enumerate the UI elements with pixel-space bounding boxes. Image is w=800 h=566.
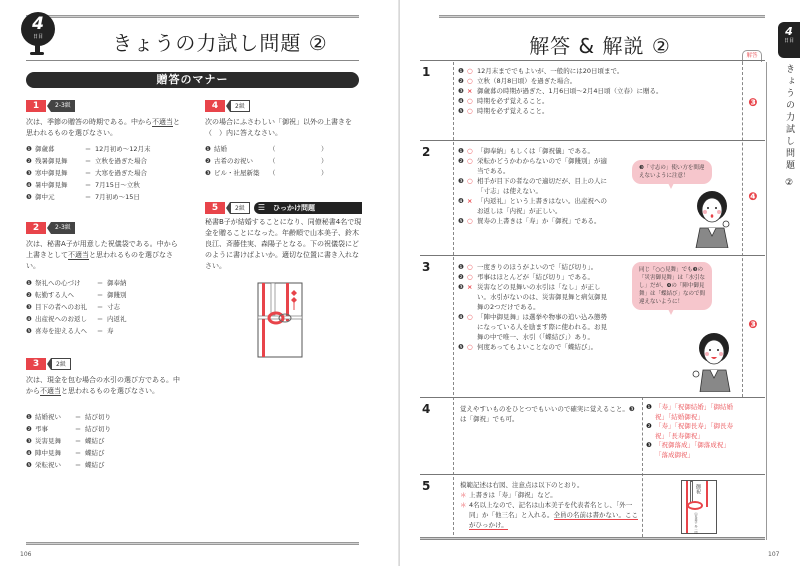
question-number: 4 <box>205 100 225 112</box>
footer-rule <box>26 542 359 545</box>
answer-4-text: 覚えやすいものをひとつでもいいので確実に覚えること。❸は「御祝」でも可。 <box>460 405 635 423</box>
option: ❶ 結婚祝い ＝ 結び切り <box>26 413 111 421</box>
answer-point: ＊ 上書きは「寿」「御祝」など。 <box>460 491 557 499</box>
answer-4-list <box>646 403 738 460</box>
answer-line: ❹ × 「内返礼」という上書きはない。出産祝へのお返しは「内祝」が正しい。 <box>458 197 607 215</box>
page-number: 107 <box>768 551 780 558</box>
row-number: 1 <box>422 65 431 79</box>
answer-line: ❷ ○ 立秋（8月8日頃）を過ぎた場合。 <box>458 77 577 85</box>
option: ❷ 古希のお祝い （ ） <box>205 157 328 165</box>
option: ❷ 残暑御見舞 ＝ 立秋を過ぎた場合 <box>26 157 147 165</box>
option: ❸ 災害見舞 ＝ 蝶結び <box>26 437 105 445</box>
answer-1-lines <box>458 66 738 116</box>
question-5-header <box>205 202 362 214</box>
side-day-tab <box>778 22 800 58</box>
question-3-options <box>26 411 111 471</box>
answer-line: ❹ ○ 時期を必ず覚えること。 <box>458 97 549 105</box>
question-1-text: 次は、季節の贈答の時期である。中から不適当と思われるものを選びなさい。 <box>26 118 180 137</box>
answer-line: ❺ ○ 賀寿の上書きは「寿」か「御祝」である。 <box>458 217 601 225</box>
answer-line: ❺ ○ 何度あってもよいことなので「蝶結び」。 <box>458 343 598 351</box>
answer-line: ❸ ○ 相手が目下の者なので適切だが、目上の人に「寸志」は使えない。 <box>458 177 607 195</box>
answer-line: ❷ ○ 弔事はほとんどが「結び切り」である。 <box>458 273 594 281</box>
answer-key-2: ❹ <box>748 190 758 203</box>
option: ❹ 暑中御見舞 ＝ 7月15日〜立秋 <box>26 181 140 189</box>
side-vertical-title: きょうの力試し問題 ② <box>784 64 794 191</box>
page-title: きょうの力試し問題 ② <box>112 31 328 55</box>
row-number: 2 <box>422 145 431 159</box>
left-page <box>0 0 399 566</box>
question-5-text: 秘書B子が結婚することになり、同僚秘書4名で現金を贈ることになった。年齢順で山本美子、鈴木良江、斉藤佳実、森陽子となる。下の祝儀袋にどのように書けばよいか。適切な位置に書き入れなさい。 <box>205 218 362 270</box>
option: ❹ 陣中見舞 ＝ 蝶結び <box>26 449 105 457</box>
option: ❸ 寒中御見舞 ＝ 大寒を過ぎた場合 <box>26 169 147 177</box>
question-4-options <box>205 143 328 179</box>
question-2-options <box>26 277 127 337</box>
answer-key-1: ❸ <box>748 96 758 109</box>
envelope-top-text: 御祝 <box>695 484 701 494</box>
answer-5-text <box>460 480 638 530</box>
question-2-text: 次は、秘書A子が用意した祝儀袋である。中から上書きとして不適当と思われるものを選びなさい。 <box>26 240 178 270</box>
answer-5-intro: 模範記述は右図、注意点は以下のとおり。 <box>460 481 584 489</box>
page-number: 106 <box>20 551 32 558</box>
option: ❺ 御中元 ＝ 7月初め〜15日 <box>26 193 140 201</box>
day-badge-number: 4 <box>32 14 44 34</box>
envelope-bottom-text: 山本美子 外一同 <box>694 512 698 534</box>
level-badge: 2級 <box>230 100 250 112</box>
row-number: 3 <box>422 260 431 274</box>
side-tab-number: 4 <box>785 25 793 38</box>
answer-line: ❹ ○ 「陣中御見舞」は選挙や物事の追い込み態勢になっている人を励ます際に使われる。お見舞の中で唯一、水引（「蝶結び」）あり。 <box>458 313 607 341</box>
level-badge: 2級 <box>230 202 250 214</box>
side-tab-unit: 日目 <box>783 38 794 44</box>
answer-2-lines <box>458 146 608 226</box>
question-number: 1 <box>26 100 46 112</box>
section-banner: 贈答のマナー <box>26 72 359 88</box>
answer-line: ❸ × 災害などの見舞いの水引は「なし」が正しい。水引がないのは、災害御見舞と病気御見舞の2つだけである。 <box>458 283 607 311</box>
question-2-header <box>26 222 75 234</box>
day-badge-unit: 日目 <box>32 34 43 40</box>
question-1-options <box>26 143 151 203</box>
header-top-rule <box>26 15 359 18</box>
option: ❶ 御歳暮 ＝ 12月初め〜12月末 <box>26 145 151 153</box>
row-number: 5 <box>422 479 431 493</box>
option: ❺ 喜寿を迎える人へ ＝ 寿 <box>26 327 114 335</box>
question-number: 3 <box>26 358 46 370</box>
option: ❷ 弔事 ＝ 結び切り <box>26 425 111 433</box>
answer-line: ❶ ○ 一度きりのほうがよいので「結び切り」。 <box>458 263 598 271</box>
trick-question-tag: ☰ ひっかけ問題 <box>254 202 362 214</box>
level-badge: 2-3級 <box>51 100 75 112</box>
woman-pointing-illustration <box>690 330 734 392</box>
level-badge: 2-3級 <box>51 222 75 234</box>
header-top-rule <box>439 15 765 18</box>
option: ❹ 出産祝へのお返し ＝ 内返礼 <box>26 315 127 323</box>
answer-item: ❶ 「寿」「祝御結婚」「御結婚祝」「結婚御祝」 <box>646 403 733 421</box>
footer-rule <box>420 537 765 540</box>
answer-column-label: 解答 <box>742 50 762 62</box>
answer-line: ❷ ○ 栄転かどうかわからないので「御餞別」が適当である。 <box>458 157 607 175</box>
answer-line: ❺ ○ 時期を必ず覚えること。 <box>458 107 549 115</box>
day-badge <box>21 12 55 46</box>
answer-key-3: ❸ <box>748 318 758 331</box>
question-3-header <box>26 358 71 370</box>
answers-title: 解答 & 解説 ② <box>529 34 671 58</box>
option: ❺ 栄転祝い ＝ 蝶結び <box>26 461 105 469</box>
tip-bubble-2: ❸「寸志の」使い方を間違えないように注意！ <box>632 160 712 184</box>
option: ❷ 転勤する人へ ＝ 御餞別 <box>26 291 127 299</box>
answer-envelope <box>681 480 717 534</box>
flag-icon: ☰ <box>257 203 265 212</box>
answer-item: ❸ 「祝御落成」「御落成祝」「落成御祝」 <box>646 441 730 459</box>
right-page <box>400 0 800 566</box>
answer-3-lines <box>458 262 608 352</box>
answer-point: ＊ 4名以上なので、記名は山本美子を代表者名とし、「外一同」か「他三名」と入れる。全員の名前は書かない。ここがひっかけ。 <box>460 501 638 529</box>
option: ❸ 目下の者へのお礼 ＝ 寸志 <box>26 303 120 311</box>
question-4-header <box>205 100 250 112</box>
question-4-text: 次の場合にふさわしい「御祝」以外の上書きを（ ）内に答えなさい。 <box>205 118 352 137</box>
question-number: 5 <box>205 202 225 214</box>
option: ❸ ビル・社屋新築 （ ） <box>205 169 328 177</box>
option: ❶ 結婚 （ ） <box>205 145 328 153</box>
question-3-text: 次は、現金を包む場合の水引の選び方である。中から不適当と思われるものを選びなさい。 <box>26 376 180 395</box>
envelope-illustration <box>257 282 303 358</box>
answer-line: ❸ × 御歳暮の時期が過ぎた、1月6日頃〜2月4日頃（立春）に贈る。 <box>458 87 663 95</box>
answer-line: ❶ ○ 「御奉納」もしくは「御祝儀」である。 <box>458 147 594 155</box>
level-badge: 2級 <box>51 358 71 370</box>
row-number: 4 <box>422 402 431 416</box>
tip-bubble-3: 同じ「○○見舞」でも❸の「災害御見舞」は「水引なし」だが、❹の「陣中御見舞」は「蝶結び」なので間違えないように！ <box>632 262 712 310</box>
answer-line: ❶ ○ 12月末まででもよいが、一般的には20日頃まで。 <box>458 67 624 75</box>
right-border-line <box>766 62 767 540</box>
header-bottom-rule <box>26 60 359 61</box>
pin-base-icon <box>30 52 44 55</box>
question-number: 2 <box>26 222 46 234</box>
question-1-header <box>26 100 75 112</box>
woman-illustration <box>690 188 734 248</box>
option: ❶ 祭礼への心づけ ＝ 御奉納 <box>26 279 127 287</box>
answer-item: ❷ 「寿」「祝御長寿」「御長寿祝」「長寿御祝」 <box>646 422 733 440</box>
